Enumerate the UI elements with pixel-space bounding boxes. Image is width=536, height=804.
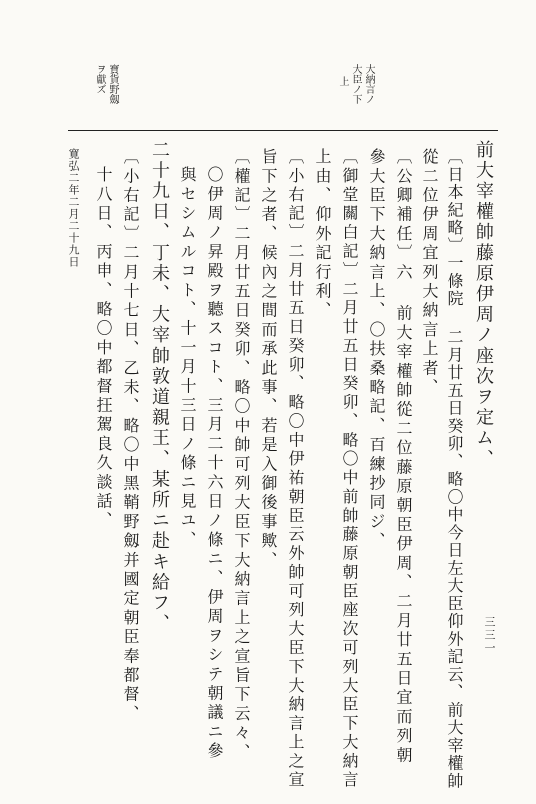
text-column-11: 〇伊周ノ昇殿ヲ聽スコト、三月二十六日ノ條ニ、伊周ヲシテ朝議ニ參 <box>205 166 224 762</box>
text-column-2: 〔日本紀略〕一條院 二月廿五日癸卯、略〇中今日左大臣仰外記云、前大宰權帥 <box>445 148 464 790</box>
text-column-10: 〔權記〕二月廿五日癸卯、略〇中帥可列大臣下大納言上之宣旨下云々、 <box>232 148 251 763</box>
text-column-9: 旨下之者、候內之間而承此事、若是入御後事歟、 <box>259 148 278 571</box>
margin-note-right-1: 大臣ノ下 <box>350 64 361 104</box>
date-line: 寛弘二年二月二十九日 <box>67 148 80 268</box>
text-column-6: 〔御堂關白記〕二月廿五日癸卯、略〇中前帥藤原朝臣座次可列大臣下大納言 <box>340 148 359 790</box>
margin-note-right-3: 上 <box>337 76 348 86</box>
text-column-7: 上由、仰外記行利、 <box>313 148 332 321</box>
text-column-4: 〔公卿補任〕六 前大宰權帥從二位藤原朝臣伊周、二月廿五日宜而列朝 <box>394 148 413 766</box>
text-column-14: 〔小右記〕二月十七日、乙未、略〇中黑鞘野劔并國定朝臣奉都督、 <box>121 148 140 724</box>
text-column-12: 與セシムルコト、十一月十三日ノ條ニ見ユ、 <box>178 166 197 550</box>
margin-note-left-2: ヲ獻ズ <box>94 64 105 94</box>
text-column-3: 從二位伊周宜列大納言上者、 <box>420 148 439 398</box>
text-column-5: 參大臣下大納言上、〇扶桑略記、百練抄同ジ、 <box>367 148 386 552</box>
header-rule <box>68 130 498 131</box>
text-column-8: 〔小右記〕二月廿五日癸卯、略〇中伊祐朝臣云外帥可列大臣下大納言上之宣 <box>286 148 305 790</box>
text-column-15: 十八日、丙申、略〇中都督抂駕良久談話、 <box>94 166 113 531</box>
page-number: 三三一 <box>483 616 496 655</box>
entry-heading-column: 二十九日、丁未、大宰帥敦道親王、某所ニ赴キ給フ、 <box>149 140 170 635</box>
heading-column: 前大宰權帥藤原伊周ノ座次ヲ定ム、 <box>473 140 494 470</box>
margin-note-right-2: 大納言ノ <box>363 64 374 104</box>
margin-note-left-1: 寶貨野劔 <box>107 64 118 104</box>
